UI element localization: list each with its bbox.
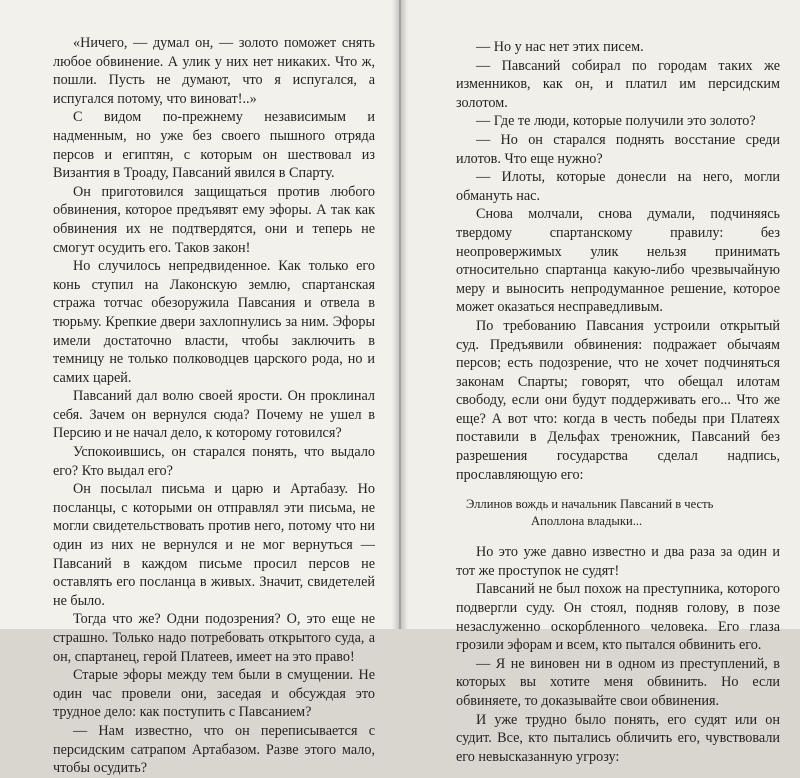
paragraph: Он приготовился защищаться против любого обвинения, которое предъявят ему эфоры. А так как обвинения их не подтвердятся, они и теперь не смогут осудить его. Таков закон! <box>53 183 375 256</box>
paragraph: По требованию Павсания устроили открытый суд. Предъявили обвинения: подражает обычаям персов; есть подозрение, что не хочет подчиняться законам Спарты; говорят, что обещал илотам свободу, если они будут поддерживать его... Что же еще? А вот что: когда в честь победы при Платеях поставили в Дельфах треножник, Павсаний без разрешения государства сделал надпись, прославляющую его: <box>456 317 780 483</box>
paragraph: Но случилось непредвиденное. Как только его конь ступил на Лаконскую землю, спартанская стража тотчас обезоружила Павсания и отвела в тюрьму. Крепкие двери захлопнулись за ним. Эфоры имели достаточно власти, чтобы заключить в темницу не только полководцев царского рода, но и самих царей. <box>53 258 375 386</box>
paragraph: Павсаний дал волю своей ярости. Он проклинал себя. Зачем он вернулся сюда? Почему не ушел в Персию и не начал дело, к которому готовился? <box>53 388 375 442</box>
paragraph: Снова молчали, снова думали, подчиняясь твердому спартанскому правилу: без неопровержимых улик нельзя принимать относительно спартанца какую-либо чрезвычайную меру и выносить непродуманное решение, которое может оказаться несправедливым. <box>456 206 780 316</box>
right-page <box>401 0 800 765</box>
paragraph: Тогда что же? Одни подозрения? О, это еще не страшно. Только надо потребовать открытого суда, а он, спартанец, герой Платеев, имеет на это право! <box>53 611 375 665</box>
paragraph: — Илоты, которые донесли на него, могли обмануть нас. <box>456 169 780 204</box>
inscription-line: Аполлона владыки... <box>531 514 643 529</box>
paragraph: — Нам известно, что он переписывается с персидским сатрапом Артабазом. Разве этого мало, чтобы осудить? <box>53 722 375 777</box>
left-page <box>0 0 399 777</box>
paragraph: Успокоившись, он старался понять, что выдало его? Кто выдал его? <box>53 444 375 479</box>
paragraph: — Павсаний собирал по городам таких же изменников, как он, и платил им персидским золотом. <box>456 57 780 111</box>
paragraph: С видом по-прежнему независимым и надменным, но уже без своего пышного отряда персов и египтян, с которым он шествовал из Византия в Троаду, Павсаний явился в Спарту. <box>53 109 375 182</box>
paragraph: И уже трудно было понять, его судят или он судит. Все, кто пытались обличить его, чувствовали его невысказанную угрозу: <box>456 711 780 765</box>
paragraph: Старые эфоры между тем были в смущении. Не один час провели они, заседая и обсуждая это трудное дело: как поступить с Павсанием? <box>53 667 375 721</box>
book-gutter <box>392 0 408 629</box>
paragraph: Он посылал письма и царю и Артабазу. Но посланцы, с которыми он отправлял эти письма, не могли свидетельствовать против него, потому что ни один из них не вернулся и не мог вернуться — Павсаний в каждом письме просил персов не оставлять его посланца в живых. Значит, свидетелей не было. <box>53 481 375 609</box>
left-page-text <box>53 34 375 778</box>
paragraph: «Ничего, — думал он, — золото поможет снять любое обвинение. А улик у них нет никаких. Что ж, пошли. Пусть не думают, что я испугался, а испугался потому, что виноват!..» <box>53 35 375 107</box>
paragraph: — Где те люди, которые получили это золото? <box>476 113 756 130</box>
inscription-quote <box>456 496 780 530</box>
right-page-text <box>456 38 780 766</box>
paragraph: — Но он старался поднять восстание среди илотов. Что еще нужно? <box>456 131 780 167</box>
paragraph: Но это уже давно известно и два раза за один и тот же проступок не судят! <box>456 544 780 579</box>
paragraph: — Я не виновен ни в одном из преступлений, в которых вы хотите меня обвинить. Но если обвиняете, то доказывайте свои обвинения. <box>456 655 780 709</box>
paragraph: — Но у нас нет этих писем. <box>476 39 644 55</box>
inscription-line: Эллинов вождь и начальник Павсаний в честь <box>466 497 714 512</box>
paragraph: Павсаний не был похож на преступника, которого подвергли суду. Он стоял, подняв голову, в позе незаслуженно оскорбленного человека. Его глаза грозили эфорам и всем, кто пытался обвинить его. <box>456 581 780 654</box>
